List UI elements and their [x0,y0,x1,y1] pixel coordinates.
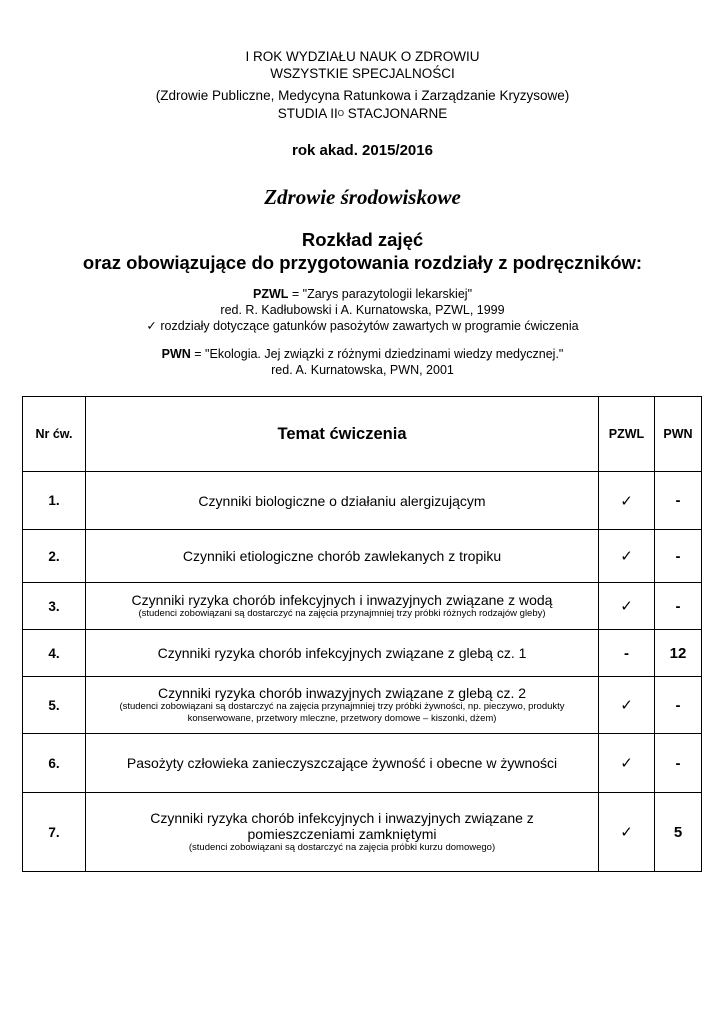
table-row [23,734,702,793]
col-header-pwn: PWN [655,397,702,472]
row-nr: 2. [23,530,86,583]
ref-pzwl-abbr: PZWL [252,287,289,301]
ref-pzwl-title [0,287,725,301]
ref-pwn-book: = "Ekologia. Jej związki z różnymi dziedzinami wiedzy medycznej." [190,347,564,361]
header-faculty: I ROK WYDZIAŁU NAUK O ZDROWIU [245,49,480,64]
study-type: STACJONARNE [343,106,448,121]
ref-pzwl-note: ✓ rozdziały dotyczące gatunków pasożytów zawartych w programie ćwiczenia [146,319,579,333]
row-nr: 4. [23,630,86,677]
pzwl-check: ✓ [599,677,655,734]
table-row [23,630,702,677]
pwn-value: - [655,677,702,734]
table-row [23,677,702,734]
pzwl-check: ✓ [599,793,655,872]
pwn-value: - [655,734,702,793]
row-nr: 7. [23,793,86,872]
ref-pwn-title [0,347,725,361]
pwn-value: - [655,472,702,530]
ref-pwn-abbr: PWN [161,347,191,361]
col-header-pzwl: PZWL [599,397,655,472]
table-row [23,793,702,872]
pwn-value: 5 [655,793,702,872]
row-topic: Czynniki etiologiczne chorób zawlekanych z tropiku [86,530,599,583]
pwn-value: - [655,530,702,583]
col-header-nr: Nr ćw. [23,397,86,472]
ref-pwn-editors: red. A. Kurnatowska, PWN, 2001 [271,363,454,377]
academic-year: rok akad. 2015/2016 [292,142,433,159]
row-nr: 3. [23,583,86,630]
row-topic-cell [86,677,599,734]
row-topic: Pasożyty człowieka zanieczyszczające żywność i obecne w żywności [86,734,599,793]
row-topic: Czynniki ryzyka chorób inwazyjnych związane z glebą cz. 2 [157,685,527,701]
ref-pzwl-editors: red. R. Kadłubowski i A. Kurnatowska, PZWL, 1999 [220,303,505,317]
pwn-value: 12 [655,630,702,677]
pzwl-check: ✓ [599,583,655,630]
row-nr: 6. [23,734,86,793]
row-topic-cell [86,583,599,630]
row-note: (studenci zobowiązani są dostarczyć na zajęcia przynajmniej trzy próbki różnych rodzajów gleby) [138,608,546,619]
table-header-row [23,397,702,472]
table-row [23,530,702,583]
header-study-mode [0,106,725,121]
row-topic: Czynniki ryzyka chorób infekcyjnych i inwazyjnych związane z pomieszczeniami zamkniętymi [150,810,534,842]
pzwl-check: ✓ [599,530,655,583]
table-row [23,472,702,530]
pzwl-check: ✓ [599,472,655,530]
row-note: (studenci zobowiązani są dostarczyć na zajęcia próbki kurzu domowego) [188,842,496,853]
row-nr: 5. [23,677,86,734]
ref-pzwl-book: = "Zarys parazytologii lekarskiej" [288,287,472,301]
study-level-sup: O [337,109,344,118]
table-row [23,583,702,630]
row-topic-cell [86,793,599,872]
col-header-topic: Temat ćwiczenia [86,397,599,472]
pzwl-check: ✓ [599,734,655,793]
schedule-subheading: oraz obowiązujące do przygotowania rozdziały z podręczników: [82,252,643,273]
row-topic: Czynniki biologiczne o działaniu alergizującym [86,472,599,530]
row-note: (studenci zobowiązani są dostarczyć na zajęcia przynajmniej trzy próbki żywności, np. pieczywo, produkty konserwowane, przetwory mleczne, przetwory domowe – kiszonki, dżem) [119,701,565,724]
study-level: STUDIA II [277,106,338,121]
schedule-heading: Rozkład zajęć [301,229,424,250]
course-title: Zdrowie środowiskowe [264,185,461,209]
header-specialties-list: (Zdrowie Publiczne, Medycyna Ratunkowa i Zarządzanie Kryzysowe) [155,88,570,103]
row-nr: 1. [23,472,86,530]
row-topic: Czynniki ryzyka chorób infekcyjnych związane z glebą cz. 1 [86,630,599,677]
pzwl-check: - [599,630,655,677]
pwn-value: - [655,583,702,630]
header-specialties: WSZYSTKIE SPECJALNOŚCI [270,66,455,81]
row-topic: Czynniki ryzyka chorób infekcyjnych i inwazyjnych związane z wodą [131,592,553,608]
schedule-table [22,396,702,872]
